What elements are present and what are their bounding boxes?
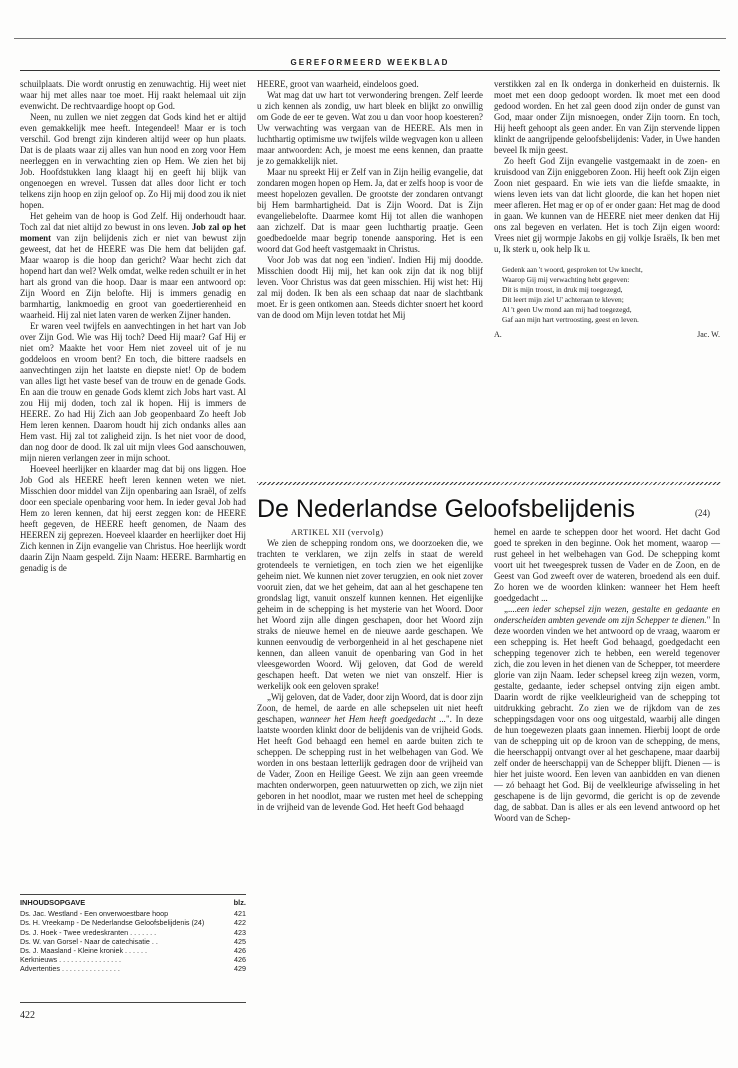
toc-row xyxy=(20,964,246,973)
toc-page: 423 xyxy=(234,927,246,937)
toc-entry: Ds. J. Hoek - Twee vredeskranten . . . . . . . xyxy=(20,927,157,937)
toc-page-label: blz. xyxy=(233,898,246,907)
column-3 xyxy=(494,79,720,340)
toc-row xyxy=(20,928,246,937)
toc-page: 426 xyxy=(234,955,246,965)
author-signature: Jac. W. xyxy=(697,330,720,339)
column-1 xyxy=(20,79,246,574)
toc-row xyxy=(20,909,246,918)
toc-entry: Advertenties . . . . . . . . . . . . . . . xyxy=(20,964,120,974)
toc-entry: Ds. J. Maasland - Kleine kroniek . . . . . . xyxy=(20,946,148,956)
verse-line: Al 't geen Uw mond aan mij had toegezegd, xyxy=(502,305,632,314)
toc-page: 421 xyxy=(234,909,246,919)
paragraph: HEERE, groot van waarheid, eindeloos goed. xyxy=(257,79,419,89)
paragraph: hemel en aarde te scheppen door het woord. Het dacht God goed te spreken in den beginne. Ook het moment, waarop — rust geheel in het welbehagen van God. De schepping komt voort uit het tweegesprek tussen de Vader en de Zoon, en de Geest van God zweeft over de wateren, broedend als een duif. Zo horen we de woorden klinken: wanneer het Hem heeft goedgedacht ... xyxy=(494,527,720,603)
text-run: Het geheim van de hoop is God Zelf. Hij onderhoudt haar. Toch zal dat niet altijd zo bewust in ons leven. xyxy=(20,211,246,232)
text-run: ". In deze laatste woorden klinkt door de belijdenis van de vrijheid Gods. Het heeft God behaagd een hemel en aarde buiten zich te scheppen. De schepping rust in het welbehagen van God. We worden in ons bestaan letterlijk gedragen door de vrijheid van de Vader, Zoon en Heilige Geest. We zijn aan geen vreemde machten onderworpen, geen natuurwetten op zich, we zijn niet geboren in het noodlot, maar we rusten met heel de schepping in de vrijheid van de levende God. Het heeft God behaagd xyxy=(257,714,483,812)
column-2 xyxy=(257,79,483,321)
table-of-contents xyxy=(20,894,246,974)
paragraph xyxy=(494,604,720,824)
psalm-verse xyxy=(502,265,720,325)
paragraph: Wat mag dat uw hart tot verwondering brengen. Zelf leerde u zich kennen als zondig, uw hart bleek en blijkt zo onwillig om Gode de eer te geven. Wat zou u dan voor hoop koesteren? Uw verwachting was vergaan van de HEERE. Als men in luchthartig optimisme uw twijfels wilde wegvagen kon u alleen maar antwoorden: Ach, je moest me eens kennen, dan praatte je zo gemakkelijk niet. xyxy=(257,90,483,166)
toc-entry: Ds. H. Vreekamp - De Nederlandse Geloofsbelijdenis (24) xyxy=(20,918,205,928)
article-column-1 xyxy=(257,527,483,813)
toc-row xyxy=(20,918,246,927)
paragraph: Hoeveel heerlijker en klaarder mag dat bij ons liggen. Hoe Job God als HEERE heeft leren kennen weten we niet. Misschien door middel van Zijn openbaring aan Israël, of zelfs door een speciale openbaring voor hem. In ieder geval Job had Hem zo leren kennen, dat hij eerst zeggen kon: de HEERE heeft gegeven, de HEERE heeft genomen, de Naam des HEEREN zij geprezen. Hoeveel klaarder en heerlijker doet Hij Zich kennen in Zijn evangelie van Christus. Hoe heerlijk wordt daarin Zijn Naam gespeld. Zijn Naam: HEERE. Barmhartig en genadig is de xyxy=(20,464,246,573)
toc-entry: Ds. Jac. Westland - Een onverwoestbare hoop xyxy=(20,909,169,919)
verse-line: Dit is mijn troost, in druk mij toegezegd, xyxy=(502,285,623,294)
italic-text: een ieder schepsel zijn wezen, gestalte en gedaante en onderscheiden ambten gevende om zijn Schepper te dienen. xyxy=(494,604,720,625)
paragraph: We zien de schepping rondom ons, we doorzoeken die, we trachten te verklaren, we zijn zelfs in staat de wereld grotendeels te vernietigen, en toch zien we het eigenlijke geheim niet. We kunnen niet zover terugzien, en ook niet zover vooruit zien, dat we het geheim, dat aan al het geschapene ten grondslag ligt, vanuit onszelf kunnen kennen. Het eigenlijke geheim in de schepping is het mysterie van het Woord. Door het Woord zijn alle dingen geschapen, door het Woord zijn straks de nieuwe hemel en de nieuwe aarde geschapen. We kunnen eenvoudig de verborgenheid in al het geschapene niet kennen, dan alleen vanuit de openbaring van God in het vleesgeworden Woord. Wij geloven, dat God de wereld geschapen heeft. Dat weten we niet van onszelf. Hier is werkelijk ook een geloven sprake! xyxy=(257,538,483,691)
verse-line: Waarop Gij mij verwachting hebt gegeven: xyxy=(502,275,630,284)
toc-row xyxy=(20,955,246,964)
toc-page: 425 xyxy=(234,936,246,946)
paragraph xyxy=(257,692,483,813)
text-run: „.... xyxy=(504,604,517,614)
paragraph: Voor Job was dat nog een 'indien'. Indien Hij mij doodde. Misschien doodt Hij mij, het kan ook zijn dat ik nog blijf leven. Voor Christus was dat geen misschien. Hij wist het: Hij zal mij doden. Ik ben als een schaap dat naar de slachtbank moet. Er is geen ontkomen aan. Steeds dichter snoert het koord van de dood om Mijn leven totdat het Mij xyxy=(257,255,483,320)
italic-text: wanneer het Hem heeft goedgedacht ... xyxy=(299,714,447,724)
verse-line: Dit leert mijn ziel U' achteraan te kleven; xyxy=(502,295,624,304)
text-run: van zijn belijdenis zich er niet van bewust zijn geweest, dat het de HEERE was Die hem dat belijden gaf. Maar waarop is die hoop dan gericht? Waar hecht zich dat hopend hart dan wel? Welk omdat, welke reden schuilt er in het hart als grond van die hoop. Daar is maar een antwoord op: Zijn Woord en Zijn belofte. Hij is immers genadig en barmhartig, lankmoedig en groot van goedertierenheid en waarheid. Hij zal niet laten varen de werken Zijner handen. xyxy=(20,233,246,320)
footer-rule xyxy=(20,1002,246,1003)
paragraph: Neen, nu zullen we niet zeggen dat Gods kind het er altijd even gemakkelijk mee heeft. Integendeel! Maar er is toch verschil. God brengt zijn kinderen altijd weer op hun plaats. Dat is de plaats waar zij alles van hun nood en zorg voor Hem neerleggen en in verwachting zien op Hem. We zien het bij Job. Hoofdstukken lang klaagt hij en geeft hij blijk van ongenoegen en wrevel. Tussen dat alles door licht er toch telkens zijn hoop en zijn geloof op. Zo Hij mij dood zou ik niet hopen. xyxy=(20,112,246,210)
article-number: (24) xyxy=(695,508,710,518)
article-separator xyxy=(257,482,721,485)
text-run: „Wij geloven, dat de Vader, door zijn Woord, dat is door zijn Zoon, de hemel, de aarde en alle schepselen uit niet heeft geschapen, xyxy=(257,692,483,724)
paragraph: Maar nu spreekt Hij er Zelf van in Zijn heilig evangelie, dat zondaren mogen hopen op Hem. Ja, dat er zelfs hoop is voor de meest hopelozen gevallen. De grootste der zondaren ontvangt bij Hem barmhartigheid. Dat is Zijn Woord. Dat is Zijn evangeliebelofte. Daarmee komt Hij tot allen die wanhopen aan zichzelf. Dat is maar geen luchthartig praatje. Geen goedbedoelde maar begrip tonende aansporing. Het is een woord dat God heeft vastgemaakt in Christus. xyxy=(257,167,483,254)
artikel-heading: ARTIKEL XII (vervolg) xyxy=(291,528,384,537)
article-column-2 xyxy=(494,527,720,824)
toc-header xyxy=(20,894,246,907)
toc-entry: Ds. W. van Gorsel - Naar de catechisatie . . xyxy=(20,936,158,946)
article-title: De Nederlandse Geloofsbelijdenis xyxy=(257,495,636,523)
signature-line xyxy=(494,329,720,340)
paragraph: Er waren veel twijfels en aanvechtingen in het hart van Job over Zijn God. Wie was Hij toch? Deed Hij maar? Gaf Hij er niet om? Maakte het voor Hem niet zoveel uit of je nu goddeloos en vroom bent? En toch, die bittere raadsels en aanvechtingen zijn het laatste en diepste niet! Op de bodem van alles ligt het vaste besef van de trouw en de genade Gods. En aan die trouw en genade Gods klemt zich Jobs hart vast. Al zou Hij mij doden, toch zal ik hopen. Hij is immers de HEERE. Zo had Hij Zich aan Job geopenbaard Zo heeft Job Hem leren kennen. Daarom houdt hij zich ondanks alles aan Hem vast. Hij zal tot zaligheid zijn. Is het niet voor de dood, dan nog door de dood. Ik zal uit mijn vlees God aanschouwen, mijn nieren verlangen zeer in mijn schoot. xyxy=(20,321,246,463)
toc-page: 426 xyxy=(234,946,246,956)
paragraph: verstikken zal en Ik onderga in donkerheid en duisternis. Ik moet met een doop gedoopt worden. Ik moet met een dood gedood worden. En het zal geen dood zijn onder de gunst van God, maar onder Zijn misnoegen, onder Zijn toorn. En toch, Hij heeft gehoopt als geen ander. En van Zijn stervende lippen klinkt de aangrijpende geloofsbelijdenis: Vader, in Uwe handen beveel Ik mijn geest. xyxy=(494,79,720,155)
running-head: GEREFORMEERD WEEKBLAD xyxy=(290,58,450,67)
toc-heading: INHOUDSOPGAVE xyxy=(20,898,86,907)
toc-entry: Kerknieuws . . . . . . . . . . . . . . . . xyxy=(20,955,122,965)
page-number: 422 xyxy=(20,1010,35,1021)
signature-initial: A. xyxy=(494,330,502,339)
verse-line: Gedenk aan 't woord, gesproken tot Uw knecht, xyxy=(502,265,643,274)
header-rule xyxy=(20,70,720,71)
toc-page: 422 xyxy=(234,918,246,928)
toc-page: 429 xyxy=(234,964,246,974)
toc-row xyxy=(20,937,246,946)
verse-line: Gaf aan mijn hart vertroosting, geest en leven. xyxy=(502,315,639,324)
text-run: " In deze woorden vinden we het antwoord op de vraag, waarom er een schepping is. Het heeft God behaagd, goedgedacht een schepping tegenover zich te hebben, een wereld tegenover zich, die zou leven in het dienen van de Schepper, tot meerdere glorie van zijn Naam. Ieder schepsel kreeg zijn wezen, vorm, gestalte, gedaante, ieder schepsel ontving zijn eigen ambt. Daarin wordt de rijke veelkleurigheid van de schepping tot uitdrukking gebracht. Zo zien we de rijkdom van de zes scheppingsdagen voor ons oog uitgestald, waarbij alle dingen de hun toegewezen plaats gaan innemen. Hierbij loopt de orde van de schepping uit op de kroon van de schepping, de mens, die heerschappij ontvangt over al het geschapene, maar daarbij zelf onder de heerschappij van de Schepper blijft. Dienen — is hier het juiste woord. Een leven van aanbidden en van dienen — zó behaagt het God. Bij de veelkleurige afwisseling in het geschapene is de lijn gevormd, die gericht is op de zevende dag, de sabbat. Dan is alles er als een levend antwoord op het Woord van de Schep- xyxy=(494,615,720,823)
paragraph: Zo heeft God Zijn evangelie vastgemaakt in de zoen- en kruisdood van Zijn eniggeboren Zoon. Hij heeft ook Zijn eigen Zoon niet gespaard. En wie iets van die liefde smaakte, in wiens leven iets van dat licht gloorde, die kan het hopen niet meer afleren. Het mag er op of er onder gaan: Het mag de dood in gaan. We kunnen van de HEERE niet meer denken dat Hij ons zal begeven en verlaten. Het is toch Zijn eigen woord: Vrees niet gij wormpje Jakobs en gij volkje Israëls, Ik ben met u, Ik sterk u, ook help Ik u. xyxy=(494,156,720,254)
paragraph: schuilplaats. Die wordt onrustig en zenuwachtig. Hij weet niet waar hij met alles naar toe moet. Hij raakt helemaal uit zijn evenwicht. De rechtvaardige hoopt op God. xyxy=(20,79,246,111)
bold-text: Job zal op het moment xyxy=(20,222,246,243)
toc-row xyxy=(20,946,246,955)
top-border-rule xyxy=(14,38,726,39)
paragraph xyxy=(20,211,246,321)
